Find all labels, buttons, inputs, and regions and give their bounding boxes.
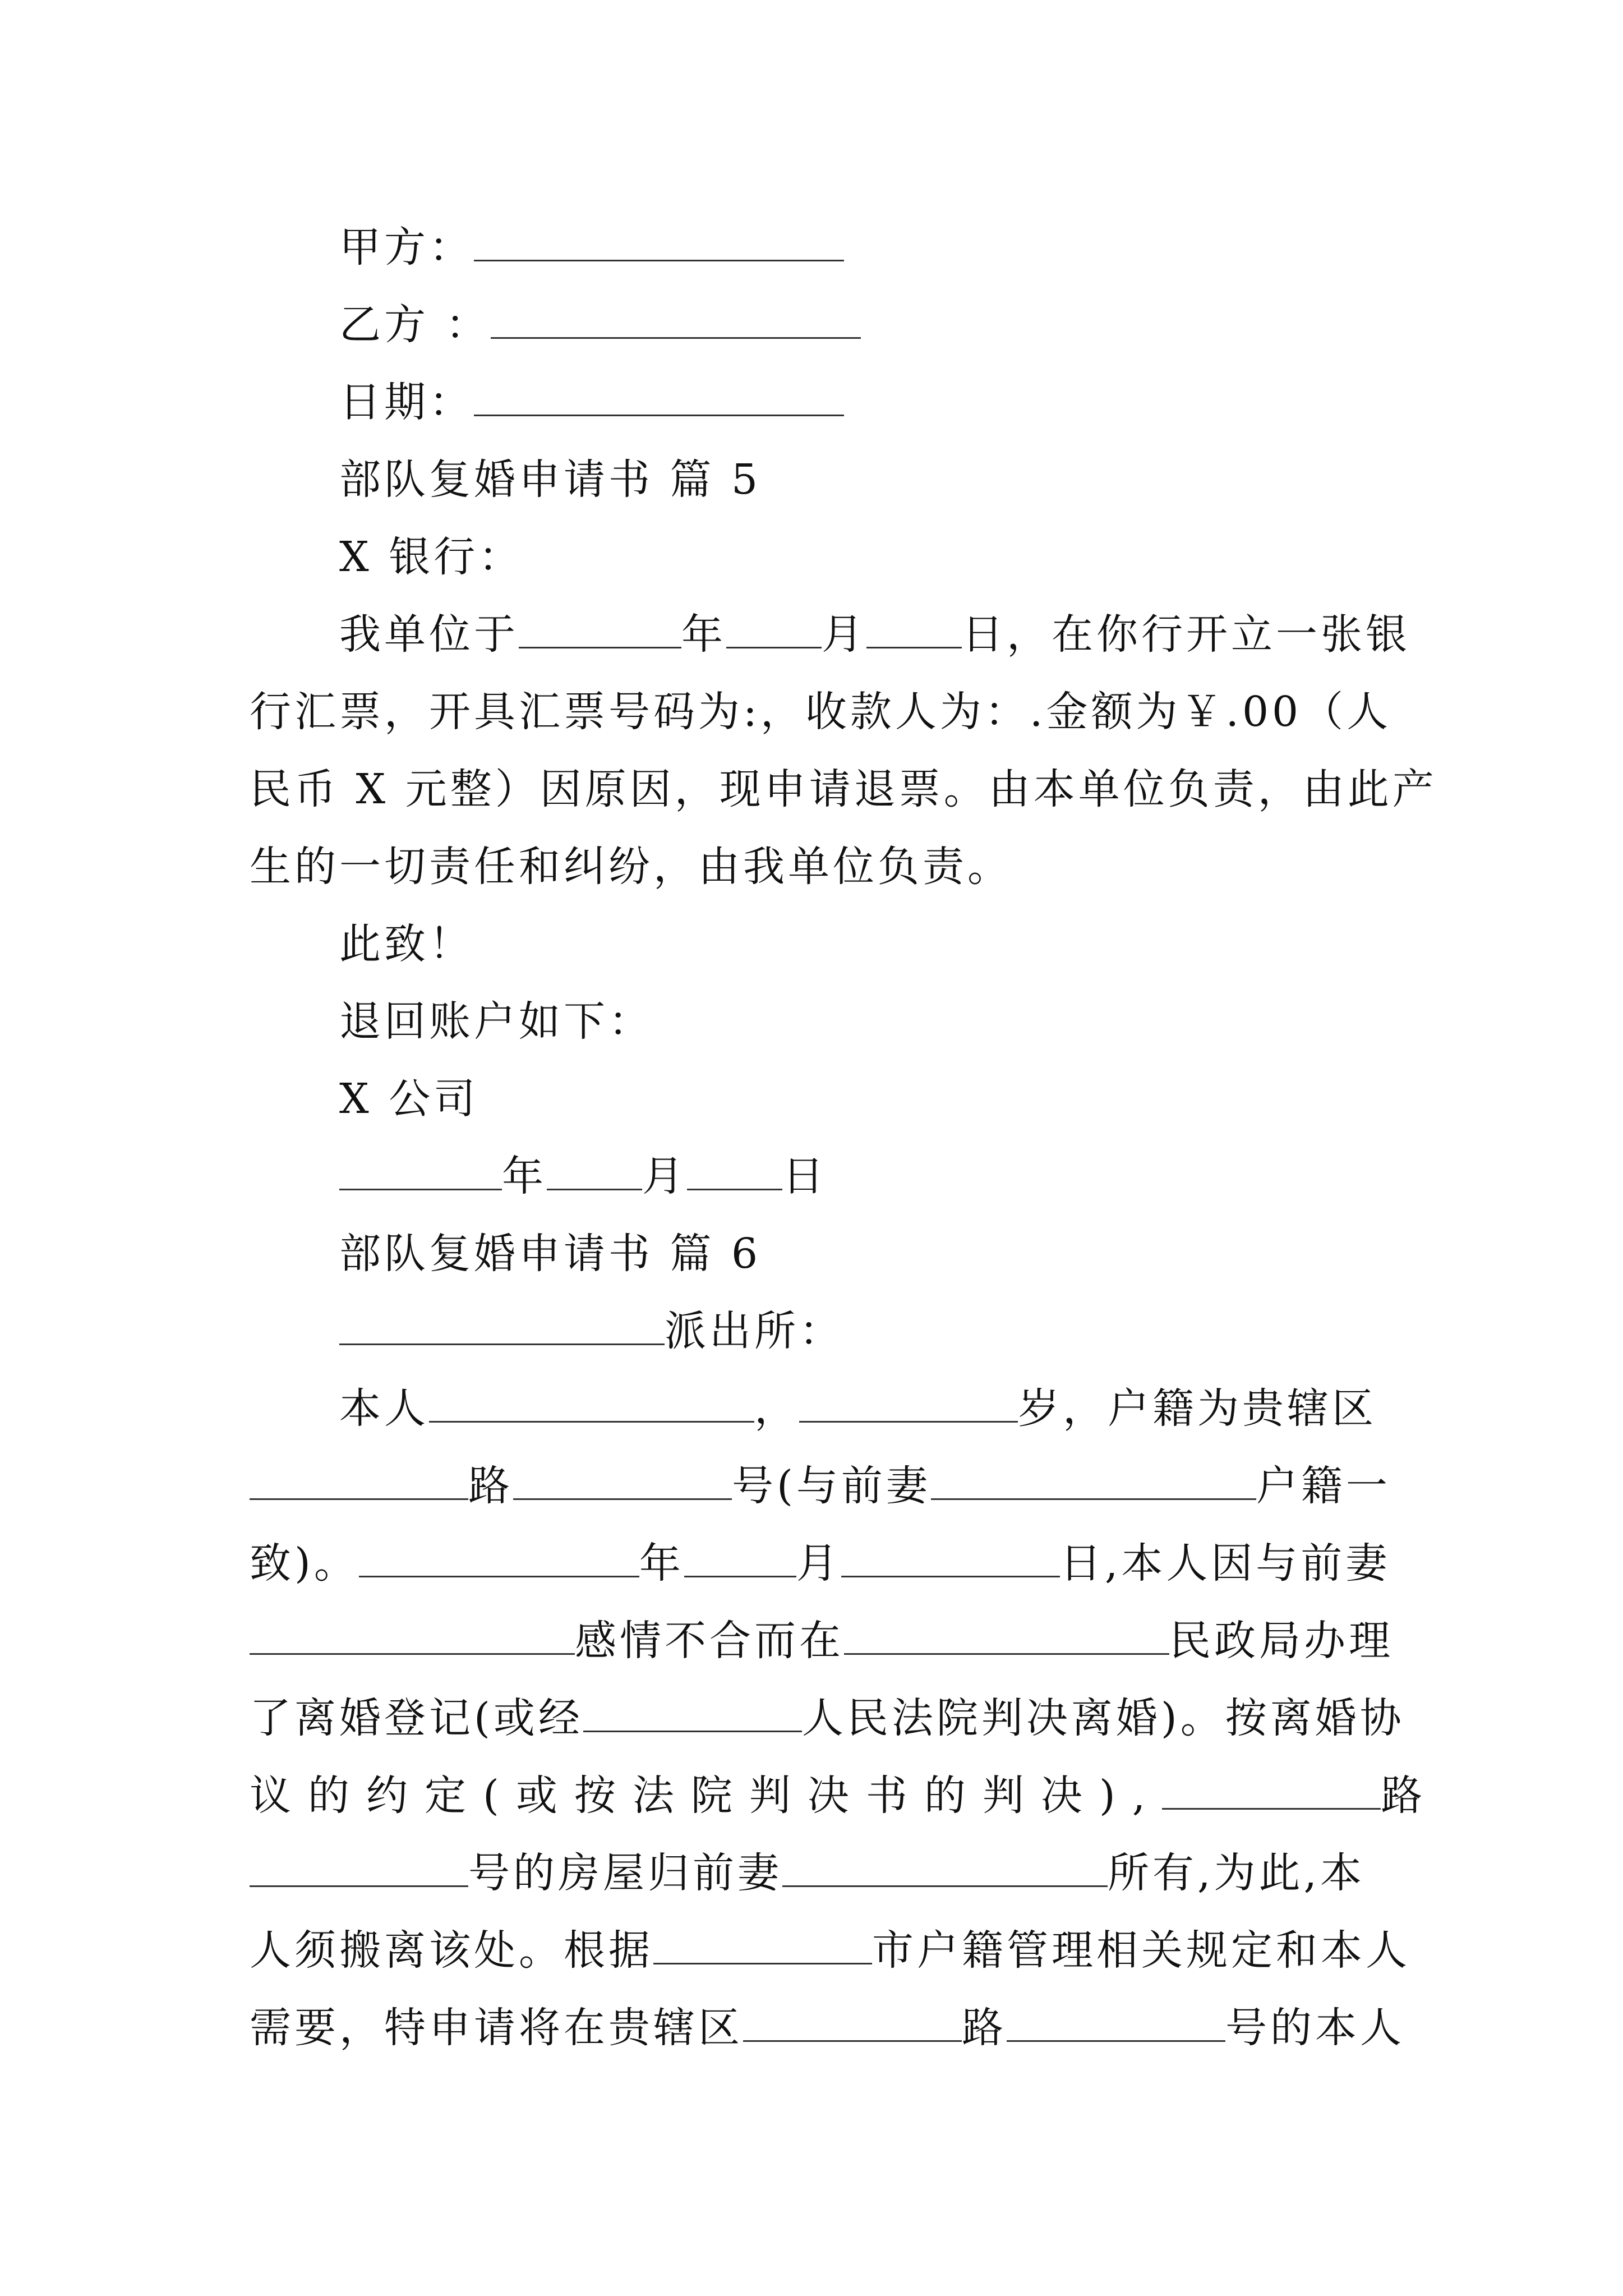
text-segment: 日,本人因与前妻 bbox=[1059, 1539, 1391, 1588]
section6-line4 bbox=[250, 1602, 1394, 1680]
text-segment: 岁，户籍为贵辖区 bbox=[1018, 1384, 1377, 1433]
day-blank[interactable] bbox=[687, 1155, 782, 1190]
ex-wife-name-blank[interactable] bbox=[250, 1619, 575, 1655]
year-blank[interactable] bbox=[519, 613, 681, 648]
month-blank[interactable] bbox=[547, 1155, 642, 1190]
text-segment: 日 bbox=[782, 1152, 827, 1200]
day-blank[interactable] bbox=[841, 1542, 1060, 1577]
text-segment: 民政局办理 bbox=[1169, 1617, 1394, 1665]
text-segment: 号的本人 bbox=[1225, 2004, 1405, 2052]
section5-para1-line4: 生的一切责任和纠纷，由我单位负责。 bbox=[250, 843, 1012, 891]
text-segment: 人民法院判决离婚)。按离婚协 bbox=[801, 1694, 1405, 1742]
month-blank[interactable] bbox=[726, 613, 822, 648]
year-blank[interactable] bbox=[339, 1155, 502, 1190]
section6-line9 bbox=[250, 1989, 1405, 2067]
year-blank[interactable] bbox=[359, 1542, 639, 1577]
section6-line8 bbox=[250, 1912, 1410, 1989]
section5-para1-line1 bbox=[250, 596, 1410, 673]
section6-line1 bbox=[250, 1370, 1388, 1447]
section5-closing: 此致！ bbox=[339, 920, 474, 968]
section6-line7 bbox=[250, 1834, 1388, 1912]
date-label: 日期： bbox=[339, 378, 474, 426]
section6-heading: 部队复婚申请书 篇 6 bbox=[339, 1230, 762, 1278]
section5-addressee: X 银行： bbox=[339, 533, 524, 581]
text-segment: 感情不合而在 bbox=[575, 1617, 844, 1665]
text-segment: 了离婚登记(或经 bbox=[250, 1694, 583, 1742]
text-segment: 年 bbox=[681, 610, 726, 659]
text-segment: 号的房屋归前妻 bbox=[468, 1849, 782, 1897]
ex-wife-name-blank[interactable] bbox=[782, 1852, 1108, 1887]
text-segment: 月 bbox=[796, 1539, 841, 1588]
party-a-blank[interactable] bbox=[474, 226, 844, 261]
day-blank[interactable] bbox=[866, 613, 962, 648]
section5-company: X 公司 bbox=[339, 1075, 479, 1123]
section6-line6 bbox=[250, 1757, 1426, 1834]
text-segment: 户籍一 bbox=[1256, 1462, 1391, 1510]
section6-addressee-line bbox=[250, 1292, 1388, 1370]
section6-line3 bbox=[250, 1525, 1391, 1602]
section5-para1-line3: 民币 X 元整）因原因，现申请退票。由本单位负责，由此产 bbox=[250, 765, 1437, 813]
district-blank[interactable] bbox=[250, 1465, 468, 1500]
district-road-blank[interactable] bbox=[743, 2007, 962, 2042]
text-segment: 致)。 bbox=[250, 1539, 359, 1588]
city-blank[interactable] bbox=[653, 1929, 872, 1964]
name-blank[interactable] bbox=[429, 1387, 754, 1423]
police-station-blank[interactable] bbox=[339, 1310, 665, 1345]
court-blank[interactable] bbox=[583, 1697, 802, 1732]
text-segment: 路 bbox=[468, 1462, 513, 1510]
age-blank[interactable] bbox=[799, 1387, 1018, 1423]
text-segment: 派出所： bbox=[665, 1307, 844, 1355]
text-segment: 本人 bbox=[339, 1384, 429, 1433]
section6-line5 bbox=[250, 1680, 1405, 1757]
section6-line2 bbox=[250, 1447, 1391, 1525]
section5-refund-account: 退回账户如下： bbox=[339, 997, 653, 1046]
section5-date-line bbox=[250, 1138, 1388, 1215]
date-line bbox=[250, 364, 1388, 441]
party-b-line bbox=[250, 286, 1388, 364]
text-segment: 所有,为此,本 bbox=[1108, 1849, 1366, 1897]
text-segment: 议的约定(或按法院判决书的判决), bbox=[250, 1772, 1163, 1820]
civil-bureau-blank[interactable] bbox=[844, 1619, 1169, 1655]
month-blank[interactable] bbox=[684, 1542, 796, 1577]
text-segment: ， bbox=[754, 1384, 799, 1433]
text-segment: 日，在你行开立一张银 bbox=[962, 610, 1410, 659]
number-blank[interactable] bbox=[250, 1852, 468, 1887]
text-segment: 月 bbox=[642, 1152, 687, 1200]
text-segment: 市户籍管理相关规定和本人 bbox=[872, 1926, 1410, 1975]
text-segment: 年 bbox=[639, 1539, 684, 1588]
text-segment: 人须搬离该处。根据 bbox=[250, 1926, 653, 1975]
road-blank[interactable] bbox=[1162, 1774, 1381, 1810]
party-a-line bbox=[250, 209, 1388, 286]
section5-heading: 部队复婚申请书 篇 5 bbox=[339, 455, 762, 504]
party-b-label: 乙方 ： bbox=[339, 301, 491, 349]
text-segment: 路 bbox=[1381, 1772, 1426, 1820]
party-a-label: 甲方： bbox=[339, 223, 474, 272]
text-segment: 需要，特申请将在贵辖区 bbox=[250, 2004, 743, 2052]
section5-para1-line2: 行汇票，开具汇票号码为:，收款人为：.金额为￥.00（人 bbox=[250, 688, 1392, 736]
ex-wife-blank[interactable] bbox=[931, 1465, 1256, 1500]
road-blank[interactable] bbox=[513, 1465, 732, 1500]
text-segment: 我单位于 bbox=[339, 610, 519, 659]
party-b-blank[interactable] bbox=[491, 303, 861, 339]
date-blank[interactable] bbox=[474, 381, 844, 416]
text-segment: 年 bbox=[502, 1152, 547, 1200]
number-blank[interactable] bbox=[1007, 2007, 1225, 2042]
text-segment: 号(与前妻 bbox=[732, 1462, 931, 1510]
text-segment: 路 bbox=[962, 2004, 1007, 2052]
text-segment: 月 bbox=[822, 610, 866, 659]
